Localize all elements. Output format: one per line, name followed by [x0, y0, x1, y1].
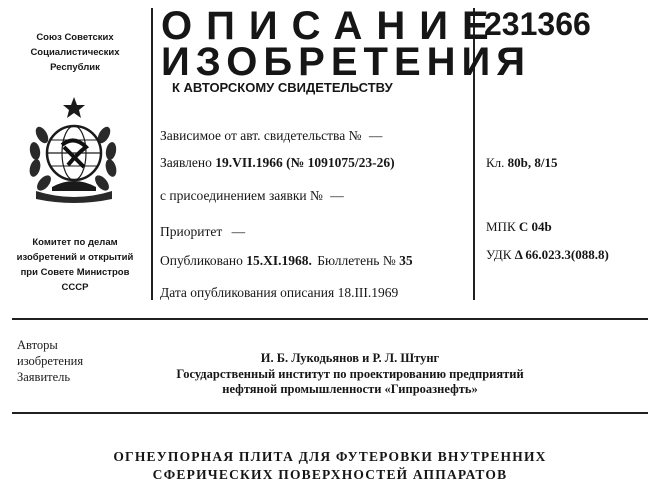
- description-date-row: [160, 285, 398, 301]
- description-date: 18.III.1969: [337, 285, 399, 300]
- committee-line: изобретений и открытий: [16, 252, 134, 263]
- filed-label: Заявлено: [160, 155, 212, 170]
- dependent-label: Зависимое от авт. свидетельства №: [160, 128, 362, 143]
- class-row: [486, 155, 558, 171]
- document-title-line2: ИЗОБРЕТЕНИЯ: [161, 40, 532, 84]
- published-label: Опубликовано: [160, 253, 243, 268]
- bulletin-value: 35: [399, 253, 413, 268]
- class-label: Кл.: [486, 155, 505, 170]
- ipc-row: [486, 219, 552, 235]
- udc-value: Δ 66.023.3(088.8): [514, 247, 609, 262]
- committee-line: при Совете Министров: [20, 267, 130, 278]
- filed-number: (№ 1091075/23-26): [286, 155, 395, 170]
- class-value: 80b, 8/15: [507, 155, 558, 170]
- dependent-value: —: [368, 128, 383, 143]
- priority-row: [160, 224, 245, 240]
- priority-label: Приоритет: [160, 224, 223, 239]
- published-date: 15.XI.1968.: [246, 253, 312, 268]
- country-line: Союз Советских: [36, 32, 114, 43]
- country-line: Социалистических: [30, 47, 120, 58]
- ipc-value: C 04b: [518, 219, 552, 234]
- invention-title-line2: СФЕРИЧЕСКИХ ПОВЕРХНОСТЕЙ АППАРАТОВ: [152, 467, 508, 482]
- authors-label-line: изобретения: [17, 354, 84, 368]
- filed-date: 19.VII.1966: [215, 155, 283, 170]
- authors-names: И. Б. Лукодьянов и Р. Л. Штунг: [260, 351, 440, 365]
- document-subtitle: К АВТОРСКОМУ СВИДЕТЕЛЬСТВУ: [172, 80, 393, 95]
- joined-application-row: [160, 188, 344, 204]
- committee-line: Комитет по делам: [32, 237, 118, 248]
- committee-line: СССР: [61, 282, 89, 293]
- ipc-label: МПК: [486, 219, 516, 234]
- joined-value: —: [330, 188, 344, 203]
- state-emblem-icon: [22, 95, 127, 207]
- committee-name: [0, 235, 150, 295]
- authors-label-line: Авторы: [17, 338, 58, 352]
- country-line: Республик: [50, 62, 100, 73]
- filed-row: [160, 155, 395, 171]
- section-divider-top: [12, 318, 648, 320]
- priority-value: —: [231, 224, 246, 239]
- udc-row: [486, 247, 609, 263]
- joined-label: с присоединением заявки №: [160, 188, 323, 203]
- patent-number: 231366: [484, 6, 591, 42]
- bulletin-label: Бюллетень №: [317, 253, 396, 268]
- applicant-line1: Государственный институт по проектированию предприятий: [176, 367, 524, 381]
- country-name: [0, 30, 150, 75]
- dependent-certificate-row: [160, 128, 382, 144]
- column-divider-left: [151, 8, 153, 300]
- applicant-line2: нефтяной промышленности «Гипроазнефть»: [222, 382, 478, 396]
- description-label: Дата опубликования описания: [160, 285, 335, 300]
- udc-label: УДК: [486, 247, 512, 262]
- authors-label: [17, 337, 83, 385]
- section-divider-bottom: [12, 412, 648, 414]
- published-row: [160, 253, 413, 269]
- applicant-label: Заявитель: [17, 370, 71, 384]
- invention-title-line1: ОГНЕУПОРНАЯ ПЛИТА ДЛЯ ФУТЕРОВКИ ВНУТРЕННИХ: [113, 449, 547, 464]
- document-title-line1: ОПИСАНИЕ: [161, 4, 503, 48]
